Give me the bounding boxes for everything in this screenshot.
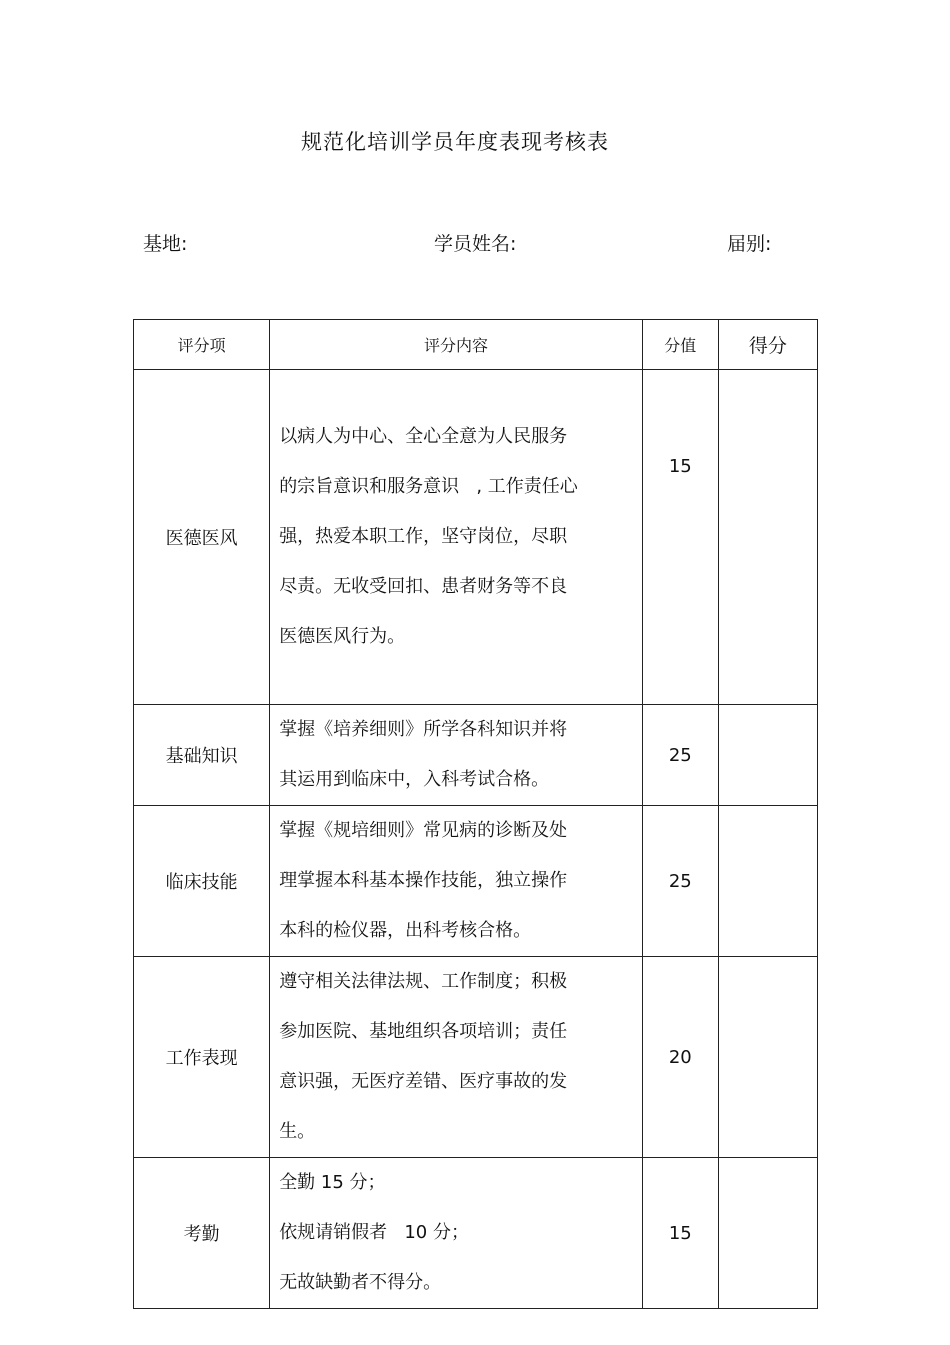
row-content: [270, 705, 643, 806]
content-line: 生。: [279, 1121, 316, 1142]
row-got-cell[interactable]: [718, 806, 817, 957]
row-score: 25: [642, 705, 718, 806]
content-line: 医德医风行为。: [279, 626, 406, 647]
row-got-cell[interactable]: [718, 1158, 817, 1309]
content-line: 理掌握本科基本操作技能，独立操作: [279, 870, 568, 891]
assessment-table: [133, 319, 818, 1309]
page-title: 规范化培训学员年度表现考核表: [301, 130, 609, 154]
table-row: [134, 1158, 818, 1309]
content-line: 强，热爱本职工作，坚守岗位，尽职: [279, 526, 568, 547]
table-header-row: [134, 320, 818, 370]
header-got: 得分: [718, 320, 817, 370]
row-score: 15: [642, 370, 718, 705]
row-item: 医德医风: [134, 370, 270, 705]
content-line: 尽责。无收受回扣、患者财务等不良: [279, 576, 568, 597]
row-got-cell[interactable]: [718, 957, 817, 1158]
content-line: 参加医院、基地组织各项培训；责任: [279, 1021, 568, 1042]
base-label: 基地:: [143, 233, 188, 255]
row-item: 考勤: [134, 1158, 270, 1309]
row-item: 工作表现: [134, 957, 270, 1158]
row-content: [270, 806, 643, 957]
content-line: 遵守相关法律法规、工作制度；积极: [279, 971, 568, 992]
header-content: 评分内容: [270, 320, 643, 370]
row-score: 20: [642, 957, 718, 1158]
row-content: [270, 1158, 643, 1309]
header-score: 分值: [642, 320, 718, 370]
content-line: 本科的检仪器，出科考核合格。: [279, 920, 532, 941]
content-line: 以病人为中心、全心全意为人民服务: [279, 426, 568, 447]
row-content: [270, 370, 643, 705]
row-item: 临床技能: [134, 806, 270, 957]
student-name-label: 学员姓名:: [434, 233, 517, 255]
content-line: 掌握《规培细则》常见病的诊断及处: [279, 820, 568, 841]
row-content: [270, 957, 643, 1158]
content-line: 的宗旨意识和服务意识 , 工作责任心: [279, 476, 578, 497]
row-got-cell[interactable]: [718, 705, 817, 806]
row-score: 15: [642, 1158, 718, 1309]
table-row: [134, 370, 818, 705]
table-row: [134, 705, 818, 806]
content-line: 依规请销假者 10 分；: [279, 1222, 469, 1243]
row-item: 基础知识: [134, 705, 270, 806]
row-got-cell[interactable]: [718, 370, 817, 705]
table-row: [134, 806, 818, 957]
content-line: 全勤 15 分；: [279, 1172, 386, 1193]
content-line: 其运用到临床中，入科考试合格。: [279, 769, 550, 790]
header-item: 评分项: [134, 320, 270, 370]
cohort-label: 届别:: [727, 233, 772, 255]
table-row: [134, 957, 818, 1158]
content-line: 掌握《培养细则》所学各科知识并将: [279, 719, 568, 740]
content-line: 无故缺勤者不得分。: [279, 1272, 442, 1293]
content-line: 意识强，无医疗差错、医疗事故的发: [279, 1071, 568, 1092]
row-score: 25: [642, 806, 718, 957]
